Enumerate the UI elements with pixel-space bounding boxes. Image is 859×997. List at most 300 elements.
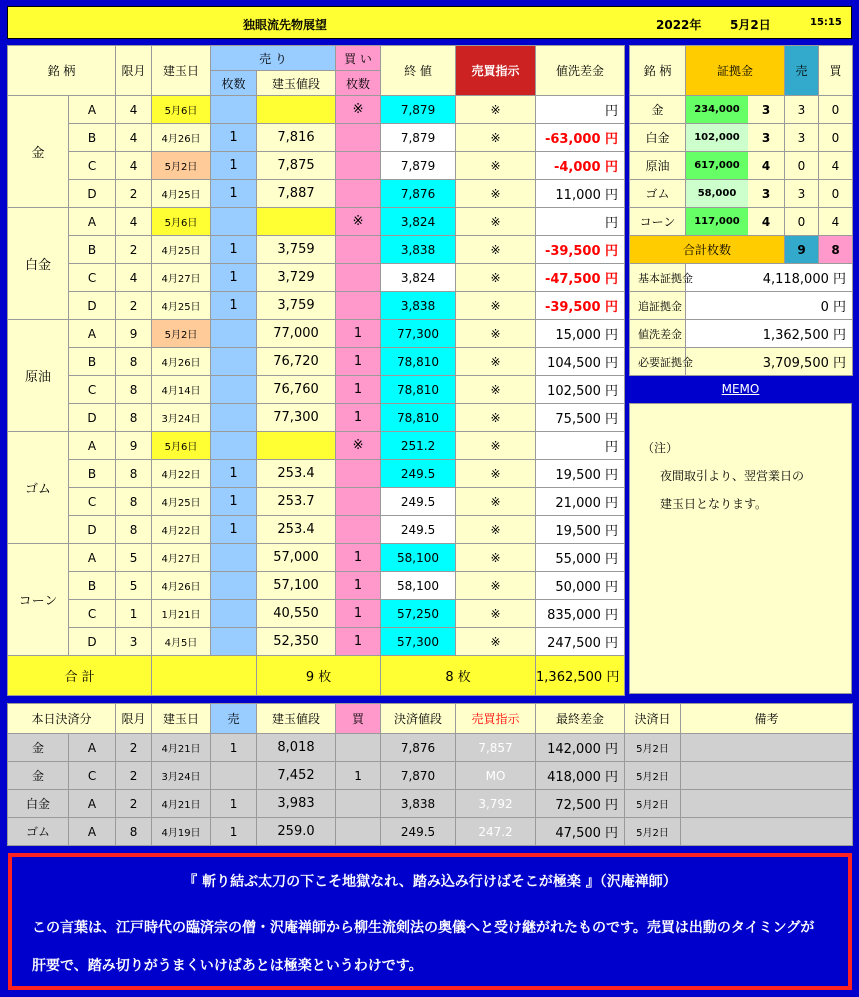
close-price: 3,838	[381, 236, 456, 264]
valuation-diff: 21,000 円	[536, 488, 625, 516]
open-date: 4月26日	[152, 348, 211, 376]
margin-buy: 0	[819, 124, 853, 152]
valuation-diff: 104,500 円	[536, 348, 625, 376]
buy-count: 1	[336, 628, 381, 656]
sell-count: 1	[211, 236, 257, 264]
open-price: 76,760	[257, 376, 336, 404]
trade-instruction: ※	[456, 600, 536, 628]
trade-instruction: ※	[456, 264, 536, 292]
trade-instruction: ※	[456, 628, 536, 656]
position-row	[8, 544, 625, 572]
settle-commodity: 白金	[8, 790, 69, 818]
commodity-name: 原油	[8, 320, 69, 432]
margin-sell: 3	[785, 96, 819, 124]
settle-code: C	[69, 762, 116, 790]
memo-line-2: 建玉日となります。	[660, 497, 768, 511]
valuation-diff: 55,000 円	[536, 544, 625, 572]
open-date: 4月25日	[152, 488, 211, 516]
close-price: 77,300	[381, 320, 456, 348]
total-row	[8, 656, 625, 696]
trade-instruction: ※	[456, 460, 536, 488]
position-row	[8, 348, 625, 376]
margin-amount: 617,000	[686, 152, 748, 179]
settle-month: 2	[116, 734, 152, 762]
sell-count: 1	[211, 124, 257, 152]
memo-panel	[629, 403, 852, 694]
margin-lots: 3	[761, 102, 771, 117]
margin-header-uri: 売	[785, 46, 819, 96]
contract-code: A	[69, 208, 116, 236]
open-date: 4月25日	[152, 292, 211, 320]
settle-header-gengetsu: 限月	[116, 704, 152, 734]
open-date: 5月2日	[152, 320, 211, 348]
margin-buy: 0	[819, 180, 853, 208]
trade-instruction: ※	[456, 432, 536, 460]
margin-sell: 0	[785, 152, 819, 180]
settle-note	[681, 790, 853, 818]
sell-count	[211, 628, 257, 656]
open-date: 4月14日	[152, 376, 211, 404]
total-buy: 8 枚	[381, 656, 536, 696]
header-diff: 値洗差金	[536, 46, 625, 96]
position-row	[8, 124, 625, 152]
settle-row	[8, 762, 853, 790]
margin-amount: 234,000	[686, 96, 748, 123]
open-date: 3月24日	[152, 404, 211, 432]
open-date: 4月26日	[152, 572, 211, 600]
close-price: 249.5	[381, 488, 456, 516]
open-price	[257, 96, 336, 124]
margin-commodity: 原油	[630, 152, 686, 180]
settle-open-price: 7,452	[257, 762, 336, 790]
contract-code: A	[69, 96, 116, 124]
contract-month: 1	[116, 600, 152, 628]
margin-row	[630, 96, 853, 124]
contract-month: 3	[116, 628, 152, 656]
contract-month: 5	[116, 544, 152, 572]
header-meigara: 銘 柄	[8, 46, 116, 96]
close-price: 7,879	[381, 96, 456, 124]
trade-instruction: ※	[456, 124, 536, 152]
sell-count	[211, 600, 257, 628]
margin-row	[630, 208, 853, 236]
margin-amount-cell	[686, 208, 785, 236]
settle-open-price: 259.0	[257, 818, 336, 846]
position-row	[8, 376, 625, 404]
sell-count: 1	[211, 264, 257, 292]
settle-price: 7,876	[381, 734, 456, 762]
valuation-diff: 円	[536, 208, 625, 236]
sell-count	[211, 544, 257, 572]
settle-header-instruction: 売買指示	[456, 704, 536, 734]
settle-instruction: MO	[456, 762, 536, 790]
trade-instruction: ※	[456, 404, 536, 432]
settle-final: 142,000 円	[536, 734, 625, 762]
total-diff: 1,362,500 円	[536, 656, 625, 696]
settle-final: 418,000 円	[536, 762, 625, 790]
total-label: 合 計	[8, 656, 152, 696]
valuation-diff: -47,500 円	[536, 264, 625, 292]
valuation-diff: 835,000 円	[536, 600, 625, 628]
contract-code: D	[69, 292, 116, 320]
sell-count: 1	[211, 488, 257, 516]
margin-amount-cell	[686, 152, 785, 180]
open-date: 5月6日	[152, 432, 211, 460]
buy-count	[336, 516, 381, 544]
contract-month: 4	[116, 152, 152, 180]
contract-month: 8	[116, 404, 152, 432]
contract-month: 8	[116, 460, 152, 488]
settle-header-biko: 備考	[681, 704, 853, 734]
sell-count: 1	[211, 292, 257, 320]
contract-code: B	[69, 572, 116, 600]
settle-month: 2	[116, 762, 152, 790]
settle-final: 47,500 円	[536, 818, 625, 846]
settle-price: 249.5	[381, 818, 456, 846]
margin-sell: 3	[785, 124, 819, 152]
trade-instruction: ※	[456, 208, 536, 236]
close-price: 58,100	[381, 572, 456, 600]
valuation-diff: -39,500 円	[536, 236, 625, 264]
margin-commodity: コーン	[630, 208, 686, 236]
commodity-name: ゴム	[8, 432, 69, 544]
date-label: 5月2日	[730, 18, 771, 32]
settle-code: A	[69, 790, 116, 818]
margin-buy: 0	[819, 96, 853, 124]
close-price: 3,824	[381, 208, 456, 236]
margin-row	[630, 180, 853, 208]
margin-amount: 117,000	[686, 208, 748, 235]
settle-price: 3,838	[381, 790, 456, 818]
position-row	[8, 152, 625, 180]
sell-count	[211, 320, 257, 348]
settle-row	[8, 818, 853, 846]
close-price: 249.5	[381, 516, 456, 544]
open-price: 253.7	[257, 488, 336, 516]
margin-commodity: ゴム	[630, 180, 686, 208]
valuation-diff: 15,000 円	[536, 320, 625, 348]
valuation-diff: 円	[536, 96, 625, 124]
contract-code: A	[69, 544, 116, 572]
contract-code: B	[69, 460, 116, 488]
open-price: 7,875	[257, 152, 336, 180]
settlement-table	[7, 703, 853, 846]
buy-count	[336, 292, 381, 320]
close-price: 7,879	[381, 152, 456, 180]
buy-count: 1	[336, 320, 381, 348]
position-row	[8, 432, 625, 460]
contract-code: D	[69, 180, 116, 208]
buy-count	[336, 488, 381, 516]
settle-commodity: 金	[8, 734, 69, 762]
contract-code: B	[69, 124, 116, 152]
valuation-diff: 75,500 円	[536, 404, 625, 432]
settle-note	[681, 734, 853, 762]
time-label: 15:15	[810, 17, 842, 28]
contract-month: 5	[116, 572, 152, 600]
contract-code: D	[69, 404, 116, 432]
contract-month: 4	[116, 264, 152, 292]
open-price	[257, 432, 336, 460]
valuation-diff: -63,000 円	[536, 124, 625, 152]
settle-commodity: 金	[8, 762, 69, 790]
margin-sell: 3	[785, 180, 819, 208]
open-price: 57,000	[257, 544, 336, 572]
settle-header-kessai-bi: 決済日	[625, 704, 681, 734]
close-price: 3,824	[381, 264, 456, 292]
margin-amount: 102,000	[686, 124, 748, 151]
buy-count: 1	[336, 572, 381, 600]
total-sell: 9 枚	[257, 656, 381, 696]
buy-count: ※	[336, 432, 381, 460]
settle-open-date: 4月21日	[152, 734, 211, 762]
margin-lots: 4	[761, 158, 771, 173]
contract-month: 4	[116, 124, 152, 152]
quote-title: 『 斬り結ぶ太刀の下こそ地獄なれ、踏み込み行けばそこが極楽 』（沢庵禅師）	[183, 874, 677, 890]
settle-open-date: 4月19日	[152, 818, 211, 846]
contract-month: 8	[116, 516, 152, 544]
position-row	[8, 320, 625, 348]
settle-open-price: 3,983	[257, 790, 336, 818]
memo-note-label: （注）	[642, 441, 679, 455]
header-buy-count: 枚数	[336, 71, 381, 96]
margin-amount-cell	[686, 124, 785, 152]
margin-commodity: 白金	[630, 124, 686, 152]
valuation-diff: 247,500 円	[536, 628, 625, 656]
margin-summary-row	[630, 348, 853, 376]
margin-total-row	[630, 236, 853, 264]
trade-instruction: ※	[456, 96, 536, 124]
margin-buy: 4	[819, 152, 853, 180]
settle-instruction: 7,857	[456, 734, 536, 762]
summary-label: 値洗差金	[630, 320, 686, 348]
open-price: 253.4	[257, 460, 336, 488]
sell-count	[211, 404, 257, 432]
valuation-diff: 50,000 円	[536, 572, 625, 600]
position-row	[8, 292, 625, 320]
open-date: 4月27日	[152, 264, 211, 292]
settle-instruction: 3,792	[456, 790, 536, 818]
trade-instruction: ※	[456, 488, 536, 516]
settle-open-date: 4月21日	[152, 790, 211, 818]
settle-date: 5月2日	[625, 734, 681, 762]
header-owarine: 終 値	[381, 46, 456, 96]
settle-buy	[336, 790, 381, 818]
contract-month: 8	[116, 376, 152, 404]
trade-instruction: ※	[456, 516, 536, 544]
contract-month: 4	[116, 208, 152, 236]
trade-instruction: ※	[456, 376, 536, 404]
settle-header-final: 最終差金	[536, 704, 625, 734]
settle-instruction: 247.2	[456, 818, 536, 846]
sell-count	[211, 96, 257, 124]
settle-month: 2	[116, 790, 152, 818]
position-row	[8, 404, 625, 432]
open-price: 3,759	[257, 236, 336, 264]
close-price: 58,100	[381, 544, 456, 572]
valuation-diff: 円	[536, 432, 625, 460]
trade-instruction: ※	[456, 572, 536, 600]
buy-count	[336, 152, 381, 180]
trade-instruction: ※	[456, 180, 536, 208]
margin-commodity: 金	[630, 96, 686, 124]
memo-link[interactable]: MEMO	[629, 378, 852, 400]
year-label: 2022年	[656, 18, 702, 32]
contract-month: 2	[116, 236, 152, 264]
buy-count	[336, 180, 381, 208]
contract-code: C	[69, 488, 116, 516]
contract-month: 2	[116, 292, 152, 320]
position-row	[8, 180, 625, 208]
margin-total-sell: 9	[785, 236, 819, 264]
contract-month: 4	[116, 96, 152, 124]
quote-body: この言葉は、江戸時代の臨済宗の僧・沢庵禅師から柳生流剣法の奥儀へと受け継がれたものです。売買は出動のタイミングが肝要で、踏み切りがうまくいけばあとは極楽というわけです。	[32, 920, 815, 974]
open-price: 77,300	[257, 404, 336, 432]
open-date: 5月6日	[152, 96, 211, 124]
margin-lots: 3	[761, 130, 771, 145]
close-price: 7,879	[381, 124, 456, 152]
buy-count: 1	[336, 404, 381, 432]
summary-label: 追証拠金	[630, 292, 686, 320]
contract-month: 2	[116, 180, 152, 208]
settle-date: 5月2日	[625, 790, 681, 818]
settle-final: 72,500 円	[536, 790, 625, 818]
close-price: 251.2	[381, 432, 456, 460]
contract-month: 8	[116, 348, 152, 376]
open-date: 5月2日	[152, 152, 211, 180]
open-price: 57,100	[257, 572, 336, 600]
valuation-diff: -4,000 円	[536, 152, 625, 180]
contract-month: 9	[116, 432, 152, 460]
commodity-name: 金	[8, 96, 69, 208]
position-row	[8, 208, 625, 236]
trade-instruction: ※	[456, 236, 536, 264]
contract-code: D	[69, 628, 116, 656]
settle-header-uri: 売	[211, 704, 257, 734]
settle-header-tatebi: 建玉日	[152, 704, 211, 734]
margin-table	[629, 45, 853, 376]
margin-amount-cell	[686, 180, 785, 208]
sell-count	[211, 208, 257, 236]
sell-count: 1	[211, 460, 257, 488]
settle-note	[681, 818, 853, 846]
close-price: 57,300	[381, 628, 456, 656]
title-banner	[7, 6, 852, 39]
margin-summary-row	[630, 292, 853, 320]
settle-price: 7,870	[381, 762, 456, 790]
settle-sell: 1	[211, 734, 257, 762]
buy-count: 1	[336, 348, 381, 376]
open-date: 4月25日	[152, 180, 211, 208]
margin-header-meigara: 銘 柄	[630, 46, 686, 96]
open-date: 1月21日	[152, 600, 211, 628]
header-tatebi: 建玉日	[152, 46, 211, 96]
position-row	[8, 264, 625, 292]
open-date: 5月6日	[152, 208, 211, 236]
settle-row	[8, 734, 853, 762]
open-price: 40,550	[257, 600, 336, 628]
settle-header-kai: 買	[336, 704, 381, 734]
margin-buy: 4	[819, 208, 853, 236]
buy-count	[336, 236, 381, 264]
position-row	[8, 460, 625, 488]
summary-value: 4,118,000 円	[686, 264, 853, 292]
position-row	[8, 628, 625, 656]
sell-count	[211, 376, 257, 404]
open-date: 4月25日	[152, 236, 211, 264]
sell-count	[211, 348, 257, 376]
total-spacer	[152, 656, 257, 696]
trade-instruction: ※	[456, 320, 536, 348]
header-sell-count: 枚数	[211, 71, 257, 96]
margin-header-shokokin: 証拠金	[686, 46, 785, 96]
position-row	[8, 516, 625, 544]
buy-count	[336, 264, 381, 292]
settle-header-kessai-nedan: 決済値段	[381, 704, 456, 734]
close-price: 78,810	[381, 348, 456, 376]
valuation-diff: 102,500 円	[536, 376, 625, 404]
margin-summary-row	[630, 320, 853, 348]
settle-row	[8, 790, 853, 818]
contract-month: 8	[116, 488, 152, 516]
open-price: 76,720	[257, 348, 336, 376]
settle-buy	[336, 818, 381, 846]
trade-instruction: ※	[456, 544, 536, 572]
settle-date: 5月2日	[625, 762, 681, 790]
valuation-diff: 11,000 円	[536, 180, 625, 208]
settle-code: A	[69, 818, 116, 846]
margin-lots: 3	[761, 186, 771, 201]
trade-instruction: ※	[456, 152, 536, 180]
settle-open-date: 3月24日	[152, 762, 211, 790]
open-price: 52,350	[257, 628, 336, 656]
open-price: 3,729	[257, 264, 336, 292]
settle-date: 5月2日	[625, 818, 681, 846]
memo-line-1: 夜間取引より、翌営業日の	[660, 469, 805, 483]
summary-value: 3,709,500 円	[686, 348, 853, 376]
open-date: 4月26日	[152, 124, 211, 152]
commodity-name: 白金	[8, 208, 69, 320]
header-kai: 買 い	[336, 46, 381, 71]
close-price: 78,810	[381, 404, 456, 432]
settle-buy	[336, 734, 381, 762]
quote-box	[8, 853, 852, 990]
contract-month: 9	[116, 320, 152, 348]
contract-code: C	[69, 600, 116, 628]
sell-count: 1	[211, 180, 257, 208]
positions-table	[7, 45, 625, 696]
header-tate-nedan: 建玉値段	[257, 71, 336, 96]
settle-open-price: 8,018	[257, 734, 336, 762]
contract-code: B	[69, 348, 116, 376]
buy-count	[336, 460, 381, 488]
close-price: 78,810	[381, 376, 456, 404]
contract-code: C	[69, 264, 116, 292]
open-date: 4月27日	[152, 544, 211, 572]
buy-count: ※	[336, 208, 381, 236]
open-date: 4月22日	[152, 460, 211, 488]
settle-commodity: ゴム	[8, 818, 69, 846]
open-price: 253.4	[257, 516, 336, 544]
contract-code: C	[69, 376, 116, 404]
settle-header-tate-nedan: 建玉値段	[257, 704, 336, 734]
margin-sell: 0	[785, 208, 819, 236]
margin-amount: 58,000	[686, 180, 748, 207]
margin-lots: 4	[761, 214, 771, 229]
buy-count: 1	[336, 376, 381, 404]
summary-label: 基本証拠金	[630, 264, 686, 292]
open-date: 4月22日	[152, 516, 211, 544]
